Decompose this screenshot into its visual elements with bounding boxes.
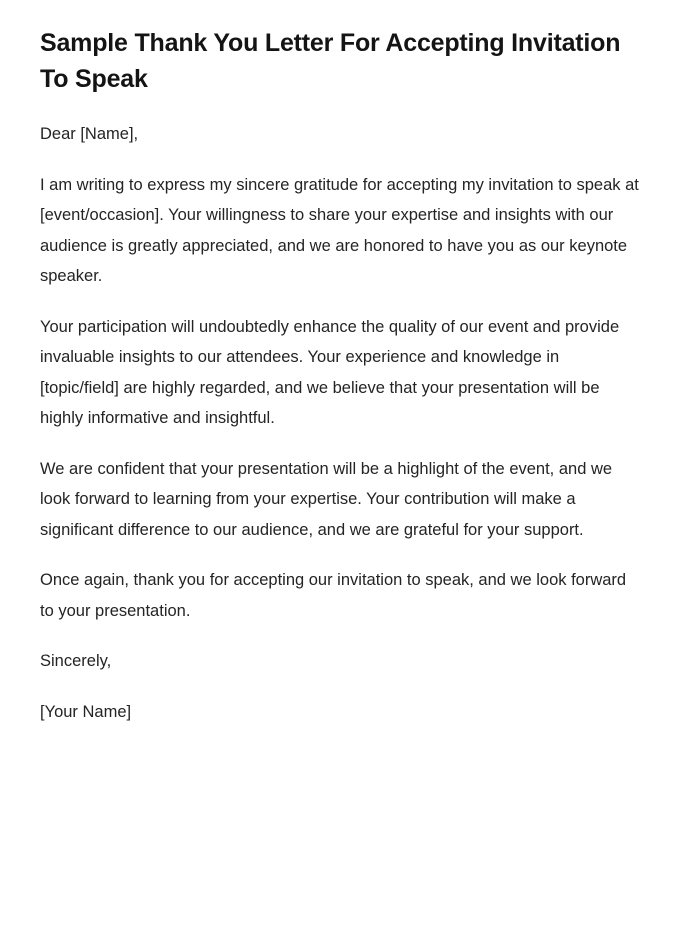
letter-closing: Sincerely,: [40, 652, 112, 671]
letter-signature: [Your Name]: [40, 702, 132, 721]
letter-paragraph-3: We are confident that your presentation will be a highlight of the event, and we look forward to learning from your expertise. Your contribution will make a significant difference to our audience, and we are grateful for your support.: [40, 459, 613, 539]
letter-paragraph-1: I am writing to express my sincere gratitude for accepting my invitation to speak at [event/occasion]. Your willingness to share your expertise and insights with our audience is greatly appreciated, and we are honored to have you as our keynote speaker.: [40, 175, 639, 286]
letter-salutation: Dear [Name],: [40, 125, 139, 143]
page-title: Sample Thank You Letter For Accepting Invitation To Speak: [40, 29, 621, 93]
letter-paragraph-2: Your participation will undoubtedly enhance the quality of our event and provide invaluable insights to our attendees. Your experience and knowledge in [topic/field] are highly regarded, and we believe that your presentation will be highly informative and insightful.: [40, 317, 620, 428]
letter-body: [40, 119, 660, 727]
letter-paragraph-4: Once again, thank you for accepting our invitation to speak, and we look forward to your presentation.: [40, 571, 627, 620]
